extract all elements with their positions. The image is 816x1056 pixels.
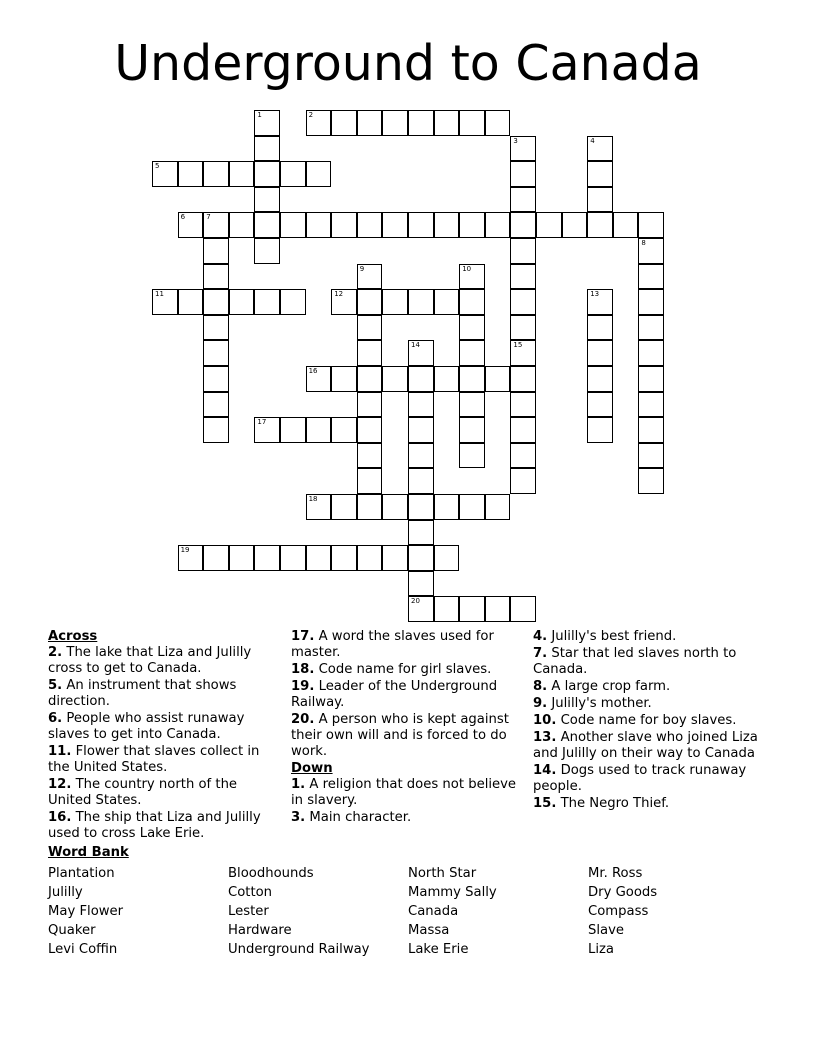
grid-cell[interactable] [331, 417, 357, 443]
grid-cell[interactable] [357, 443, 383, 469]
grid-cell[interactable] [434, 110, 460, 136]
grid-cell[interactable] [510, 238, 536, 264]
grid-cell[interactable] [587, 417, 613, 443]
grid-cell[interactable] [510, 187, 536, 213]
grid-cell[interactable] [229, 289, 255, 315]
grid-cell[interactable] [459, 443, 485, 469]
grid-cell[interactable] [638, 238, 664, 264]
grid-cell[interactable] [459, 494, 485, 520]
grid-cell[interactable] [510, 392, 536, 418]
grid-cell[interactable] [280, 161, 306, 187]
grid-cell[interactable] [280, 417, 306, 443]
cell-number: 12 [334, 290, 344, 299]
cell-number: 10 [462, 264, 472, 273]
grid-cell[interactable] [638, 212, 664, 238]
cell-number: 14 [411, 341, 420, 350]
grid-cell[interactable] [408, 468, 434, 494]
grid-cell[interactable] [178, 212, 204, 238]
grid-cell[interactable] [587, 212, 613, 238]
grid-cell[interactable] [459, 315, 485, 341]
grid-cell[interactable] [357, 545, 383, 571]
grid-cell[interactable] [459, 264, 485, 290]
clue-across-6: 6. People who assist runaway slaves to get into Canada. [48, 711, 245, 742]
grid-cell[interactable] [510, 417, 536, 443]
grid-cell[interactable] [229, 545, 255, 571]
grid-cell[interactable] [254, 238, 280, 264]
grid-cell[interactable] [357, 340, 383, 366]
grid-cell[interactable] [229, 161, 255, 187]
grid-cell[interactable] [510, 366, 536, 392]
cell-number: 1 [257, 111, 262, 119]
grid-cell[interactable] [331, 110, 357, 136]
grid-cell[interactable] [408, 392, 434, 418]
clue-down-14: 14. Dogs used to track runaway people. [533, 763, 747, 794]
clue-across-12: 12. The country north of the United States. [48, 777, 238, 808]
grid-cell[interactable] [408, 596, 434, 622]
grid-cell[interactable] [587, 340, 613, 366]
grid-cell[interactable] [254, 161, 280, 187]
grid-cell[interactable] [434, 366, 460, 392]
grid-cell[interactable] [408, 520, 434, 546]
grid-cell[interactable] [587, 315, 613, 341]
grid-cell[interactable] [459, 289, 485, 315]
grid-cell[interactable] [152, 289, 178, 315]
clue-across-19: 19. Leader of the Underground Railway. [291, 679, 498, 710]
grid-cell[interactable] [203, 238, 229, 264]
grid-cell[interactable] [306, 545, 332, 571]
grid-cell[interactable] [203, 366, 229, 392]
clue-across-17: 17. A word the slaves used for master. [291, 629, 494, 660]
clue-down-8: 8. A large crop farm. [533, 679, 671, 694]
word-bank-item: Lester [228, 904, 269, 919]
grid-cell[interactable] [357, 494, 383, 520]
grid-cell[interactable] [459, 340, 485, 366]
grid-cell[interactable] [638, 392, 664, 418]
grid-cell[interactable] [357, 264, 383, 290]
word-bank-column-3 [408, 864, 497, 959]
clue-across-18: 18. Code name for girl slaves. [291, 662, 492, 677]
word-bank-item: May Flower [48, 904, 124, 919]
clues-column-2 [291, 629, 523, 827]
grid-cell[interactable] [408, 417, 434, 443]
grid-cell[interactable] [203, 340, 229, 366]
grid-cell[interactable] [638, 264, 664, 290]
grid-cell[interactable] [408, 571, 434, 597]
grid-cell[interactable] [510, 161, 536, 187]
cell-number: 18 [308, 495, 318, 503]
clues-column-3 [533, 629, 773, 813]
down-header: Down [291, 761, 333, 776]
clue-down-9: 9. Julilly's mother. [533, 696, 652, 711]
grid-cell[interactable] [562, 212, 588, 238]
grid-cell[interactable] [408, 212, 434, 238]
grid-cell[interactable] [485, 110, 511, 136]
word-bank-item: Julilly [48, 885, 83, 900]
cell-number: 5 [155, 162, 160, 171]
grid-cell[interactable] [357, 366, 383, 392]
clue-across-2: 2. The lake that Liza and Julilly cross to get to Canada. [48, 645, 252, 676]
grid-cell[interactable] [459, 596, 485, 622]
grid-cell[interactable] [587, 136, 613, 162]
grid-cell[interactable] [382, 110, 408, 136]
grid-cell[interactable] [203, 315, 229, 341]
grid-cell[interactable] [254, 136, 280, 162]
grid-cell[interactable] [434, 494, 460, 520]
word-bank-item: Lake Erie [408, 942, 469, 957]
grid-cell[interactable] [485, 596, 511, 622]
grid-cell[interactable] [459, 392, 485, 418]
clue-down-3: 3. Main character. [291, 810, 412, 825]
grid-cell[interactable] [357, 315, 383, 341]
page-title: Underground to Canada [114, 35, 702, 92]
grid-cell[interactable] [510, 289, 536, 315]
grid-cell[interactable] [408, 110, 434, 136]
grid-cell[interactable] [280, 289, 306, 315]
grid-cell[interactable] [536, 212, 562, 238]
grid-cell[interactable] [203, 161, 229, 187]
word-bank-item: Hardware [228, 923, 292, 938]
grid-cell[interactable] [306, 161, 332, 187]
word-bank-item: North Star [408, 866, 477, 881]
word-bank-item: Underground Railway [228, 942, 370, 957]
grid-cell[interactable] [434, 545, 460, 571]
clue-across-11: 11. Flower that slaves collect in the United States. [48, 744, 260, 775]
cell-number: 13 [590, 290, 600, 299]
grid-cell[interactable] [408, 494, 434, 520]
grid-cell[interactable] [357, 110, 383, 136]
word-bank-item: Liza [588, 942, 615, 957]
grid-cell[interactable] [408, 340, 434, 366]
grid-cell[interactable] [638, 340, 664, 366]
word-bank-item: Mammy Sally [408, 885, 497, 900]
grid-cell[interactable] [357, 468, 383, 494]
word-bank-item: Cotton [228, 885, 273, 900]
grid-cell[interactable] [306, 110, 332, 136]
grid-cell[interactable] [638, 366, 664, 392]
grid-cell[interactable] [587, 289, 613, 315]
word-bank-item: Dry Goods [588, 885, 658, 900]
grid-cell[interactable] [178, 545, 204, 571]
clue-down-13: 13. Another slave who joined Liza and Julilly on their way to Canada [533, 730, 758, 761]
cell-number: 7 [206, 213, 211, 222]
grid-cell[interactable] [459, 366, 485, 392]
grid-cell[interactable] [382, 289, 408, 315]
grid-cell[interactable] [382, 494, 408, 520]
clue-across-16: 16. The ship that Liza and Julilly used to cross Lake Erie. [48, 810, 261, 841]
grid-cell[interactable] [203, 392, 229, 418]
grid-cell[interactable] [434, 289, 460, 315]
word-bank-header: Word Bank [48, 845, 129, 860]
grid-cell[interactable] [510, 340, 536, 366]
cell-number: 2 [308, 111, 314, 119]
clue-down-4: 4. Julilly's best friend. [533, 629, 677, 644]
grid-cell[interactable] [357, 417, 383, 443]
grid-cell[interactable] [510, 596, 536, 622]
grid-cell[interactable] [459, 417, 485, 443]
grid-cell[interactable] [331, 545, 357, 571]
grid-cell[interactable] [485, 494, 511, 520]
grid-cell[interactable] [459, 212, 485, 238]
grid-cell[interactable] [408, 443, 434, 469]
grid-cell[interactable] [613, 212, 639, 238]
grid-cell[interactable] [382, 366, 408, 392]
word-bank-column-4 [588, 864, 657, 959]
cell-number: 16 [308, 367, 318, 375]
word-bank-item: Plantation [48, 866, 115, 881]
grid-cell[interactable] [510, 443, 536, 469]
grid-cell[interactable] [306, 366, 332, 392]
word-bank-item: Massa [408, 923, 450, 938]
grid-cell[interactable] [254, 417, 280, 443]
cell-number: 15 [513, 341, 523, 350]
across-header: Across [48, 629, 98, 644]
grid-cell[interactable] [382, 545, 408, 571]
grid-cell[interactable] [254, 110, 280, 136]
cell-number: 4 [590, 136, 595, 145]
word-bank-item: Slave [588, 923, 625, 938]
cell-number: 11 [155, 290, 164, 299]
grid-cell[interactable] [510, 468, 536, 494]
clues-column-1 [48, 629, 278, 843]
cell-number: 8 [641, 239, 646, 247]
grid-cell[interactable] [638, 315, 664, 341]
clue-down-1: 1. A religion that does not believe in slavery. [291, 777, 517, 808]
grid-cell[interactable] [203, 212, 229, 238]
grid-cell[interactable] [203, 264, 229, 290]
grid-cell[interactable] [152, 161, 178, 187]
grid-cell[interactable] [510, 264, 536, 290]
cell-number: 3 [513, 136, 518, 145]
cell-number: 6 [180, 213, 186, 222]
grid-cell[interactable] [306, 417, 332, 443]
grid-cell[interactable] [638, 417, 664, 443]
grid-cell[interactable] [587, 392, 613, 418]
grid-cell[interactable] [638, 468, 664, 494]
grid-cell[interactable] [254, 289, 280, 315]
grid-cell[interactable] [510, 136, 536, 162]
cell-number: 9 [359, 264, 365, 273]
grid-cell[interactable] [459, 110, 485, 136]
grid-cell[interactable] [203, 545, 229, 571]
clue-across-20: 20. A person who is kept against their own will and is forced to do work. [291, 712, 509, 759]
grid-cell[interactable] [331, 212, 357, 238]
grid-cell[interactable] [178, 161, 204, 187]
clue-down-15: 15. The Negro Thief. [533, 796, 670, 811]
grid-cell[interactable] [306, 494, 332, 520]
grid-cell[interactable] [357, 212, 383, 238]
grid-cell[interactable] [587, 187, 613, 213]
word-bank-column-1 [48, 864, 123, 959]
grid-cell[interactable] [331, 289, 357, 315]
grid-cell[interactable] [254, 187, 280, 213]
word-bank-item: Canada [408, 904, 459, 919]
word-bank-item: Bloodhounds [228, 866, 314, 881]
grid-cell[interactable] [382, 212, 408, 238]
word-bank-column-2 [228, 864, 370, 959]
grid-cell[interactable] [331, 494, 357, 520]
grid-cell[interactable] [434, 212, 460, 238]
grid-cell[interactable] [638, 289, 664, 315]
grid-cell[interactable] [485, 366, 511, 392]
grid-cell[interactable] [587, 366, 613, 392]
cell-number: 19 [180, 546, 190, 555]
grid-cell[interactable] [408, 366, 434, 392]
grid-cell[interactable] [357, 289, 383, 315]
grid-cell[interactable] [306, 212, 332, 238]
grid-cell[interactable] [638, 443, 664, 469]
grid-cell[interactable] [434, 596, 460, 622]
grid-cell[interactable] [280, 212, 306, 238]
grid-cell[interactable] [203, 289, 229, 315]
word-bank-item: Compass [588, 904, 649, 919]
grid-cell[interactable] [280, 545, 306, 571]
grid-cell[interactable] [331, 366, 357, 392]
word-bank-item: Levi Coffin [48, 942, 118, 957]
cell-number: 17 [257, 418, 267, 427]
grid-cell[interactable] [587, 161, 613, 187]
grid-cell[interactable] [203, 417, 229, 443]
word-bank-item: Quaker [48, 923, 96, 938]
clue-down-7: 7. Star that led slaves north to Canada. [533, 646, 737, 677]
grid-cell[interactable] [254, 212, 280, 238]
word-bank-item: Mr. Ross [588, 866, 643, 881]
grid-cell[interactable] [229, 212, 255, 238]
grid-cell[interactable] [408, 289, 434, 315]
grid-cell[interactable] [510, 212, 536, 238]
clue-down-10: 10. Code name for boy slaves. [533, 713, 737, 728]
grid-cell[interactable] [408, 545, 434, 571]
grid-cell[interactable] [178, 289, 204, 315]
clue-across-5: 5. An instrument that shows direction. [48, 678, 237, 709]
grid-cell[interactable] [357, 392, 383, 418]
grid-cell[interactable] [485, 212, 511, 238]
grid-cell[interactable] [254, 545, 280, 571]
grid-cell[interactable] [510, 315, 536, 341]
cell-number: 20 [411, 597, 420, 606]
